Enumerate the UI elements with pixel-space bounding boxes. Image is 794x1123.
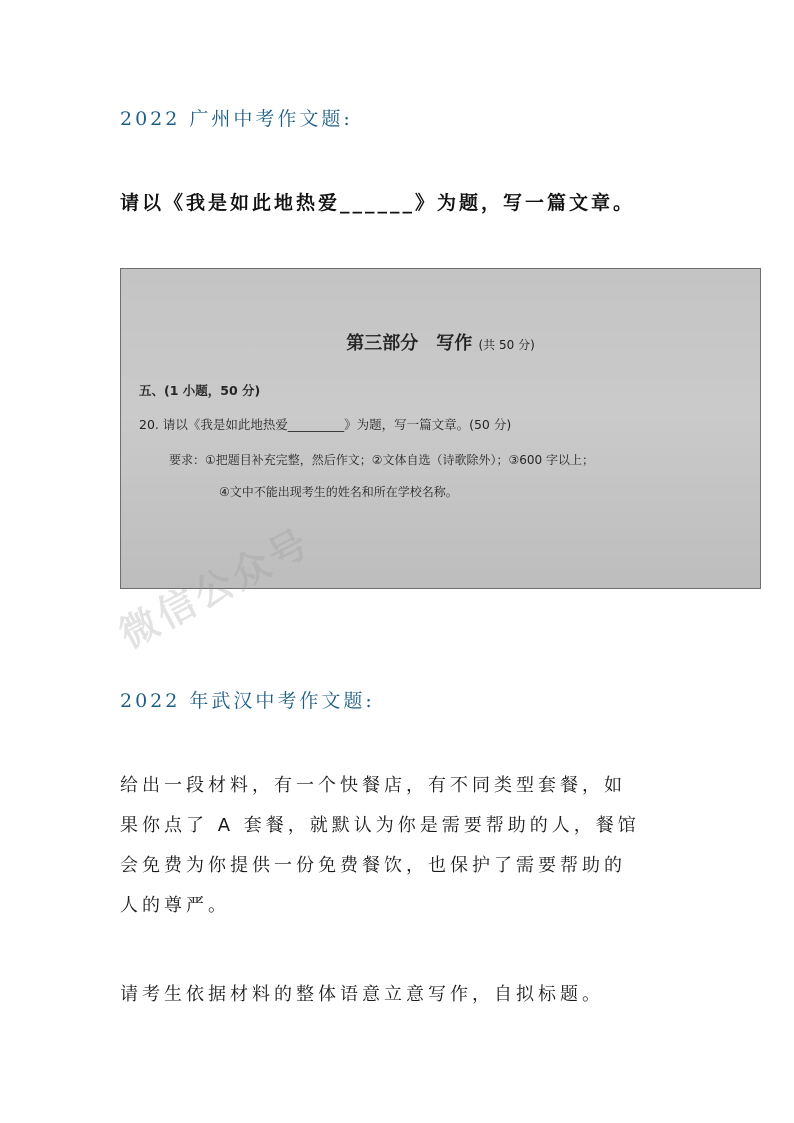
- wuhan-material-paragraph: [120, 766, 690, 926]
- wuhan-material-line: 给出一段材料，有一个快餐店，有不同类型套餐，如: [120, 775, 626, 796]
- exam-photo-requirements-line-2: ④文中不能出现考生的姓名和所在学校名称。: [219, 485, 458, 499]
- wuhan-material-line: 人的尊严。: [120, 895, 230, 916]
- wuhan-material-line: 会免费为你提供一份免费餐饮，也保护了需要帮助的: [120, 855, 626, 876]
- exam-photo-title-score: (共 50 分): [478, 338, 535, 352]
- wuhan-instruction: 请考生依据材料的整体语意立意写作，自拟标题。: [120, 984, 604, 1005]
- wuhan-material-line: 果你点了 A 套餐，就默认为你是需要帮助的人，餐馆: [120, 815, 640, 836]
- watermark: 微信公众号: [112, 519, 319, 657]
- guangzhou-heading: 2022 广州中考作文题:: [120, 108, 353, 130]
- exam-photo-requirements-line-1: 要求：①把题目补充完整，然后作文；②文体自选（诗歌除外）；③600 字以上；: [169, 453, 594, 467]
- exam-photo-section-line: 五、(1 小题，50 分): [139, 383, 261, 398]
- exam-paper-photo: [120, 268, 761, 589]
- exam-photo-title: [121, 329, 760, 355]
- exam-photo-question-line: 20. 请以《我是如此地热爱_________》为题，写一篇文章。(50 分): [139, 417, 512, 432]
- wuhan-heading: 2022 年武汉中考作文题:: [120, 690, 375, 712]
- exam-photo-title-text: 第三部分 写作: [346, 333, 473, 354]
- guangzhou-prompt: 请以《我是如此地热爱______》为题，写一篇文章。: [120, 192, 636, 214]
